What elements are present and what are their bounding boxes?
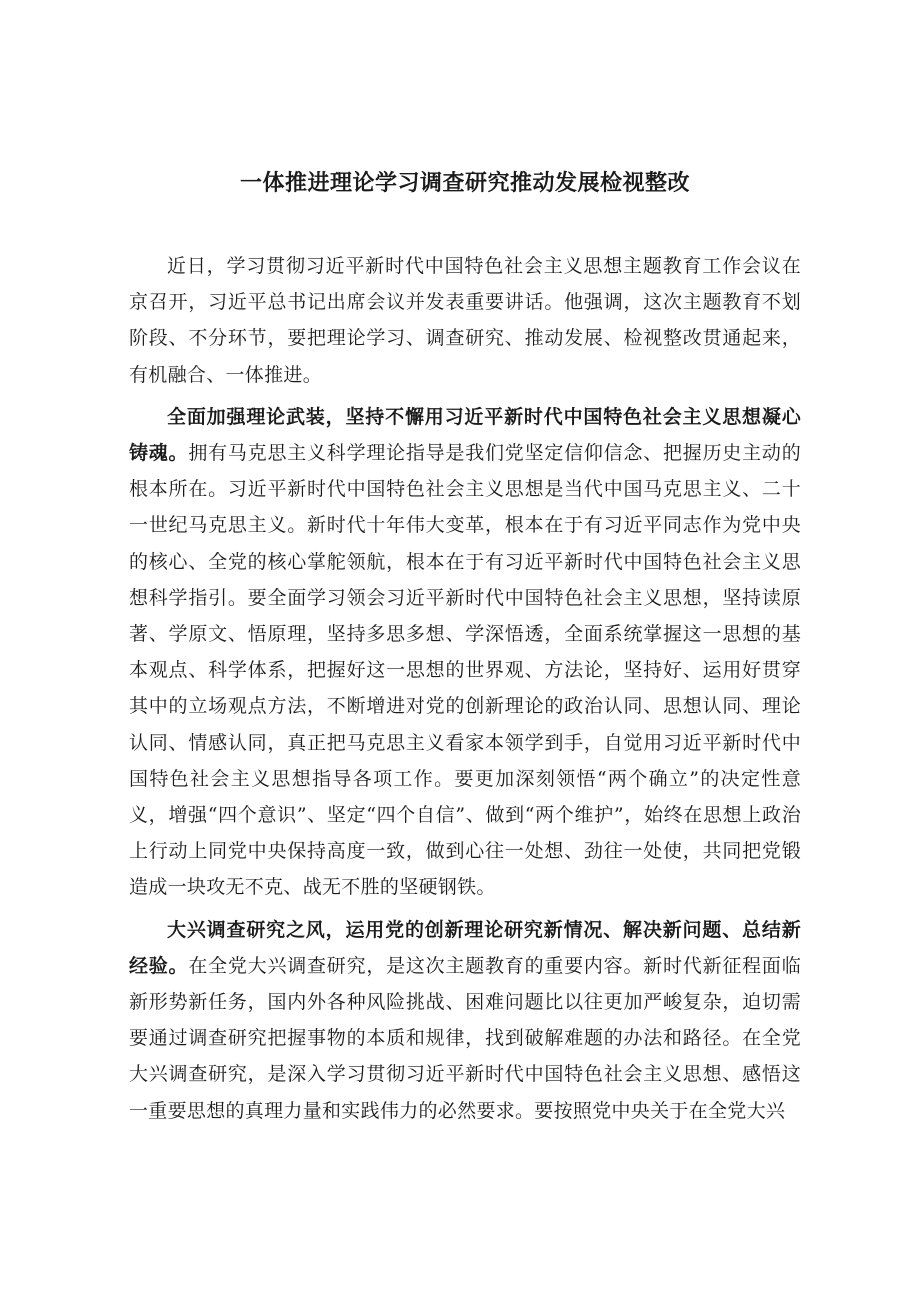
paragraph-research-lead: 大兴调查研究之风，运用党的创新理论研究新情况、解决新问题、总结新经验。 [129,918,801,977]
paragraph-intro [129,248,801,393]
paragraph-theory [129,399,801,906]
document-page [129,168,801,1135]
paragraph-research-text: 在全党大兴调查研究，是这次主题教育的重要内容。新时代新征程面临新形势新任务，国内外各种风险挑战、困难问题比以往更加严峻复杂，迫切需要通过调查研究把握事物的本质和规律，找到破解难题的办法和路径。在全党大兴调查研究，是深入学习贯彻习近平新时代中国特色社会主义思想、感悟这一重要思想的真理力量和实践伟力的必然要求。要按照党中央关于在全党大兴 [129,954,801,1122]
document-title: 一体推进理论学习调查研究推动发展检视整改 [239,171,690,196]
paragraph-theory-lead: 全面加强理论武装，坚持不懈用习近平新时代中国特色社会主义思想凝心铸魂。 [129,405,801,465]
paragraph-research [129,912,801,1129]
paragraph-theory-text: 拥有马克思主义科学理论指导是我们党坚定信仰信念、把握历史主动的根本所在。习近平新时代中国特色社会主义思想是当代中国马克思主义、二十一世纪马克思主义。新时代十年伟大变革，根本在于有习近平同志作为党中央的核心、全党的核心掌舵领航，根本在于有习近平新时代中国特色社会主义思想科学指引。要全面学习领会习近平新时代中国特色社会主义思想，坚持读原著、学原文、悟原理，坚持多思多想、学深悟透，全面系统掌握这一思想的基本观点、科学体系，把握好这一思想的世界观、方法论，坚持好、运用好贯穿其中的立场观点方法，不断增进对党的创新理论的政治认同、思想认同、理论认同、情感认同，真正把马克思主义看家本领学到手，自觉用习近平新时代中国特色社会主义思想指导各项工作。要更加深刻领悟“两个确立”的决定性意义，增强“四个意识”、坚定“四个自信”、做到“两个维护”，始终在思想上政治上行动上同党中央保持高度一致，做到心往一处想、劲往一处使，共同把党锻造成一块攻无不克、战无不胜的坚硬钢铁。 [129,442,801,899]
paragraph-intro-text: 近日，学习贯彻习近平新时代中国特色社会主义思想主题教育工作会议在京召开，习近平总书记出席会议并发表重要讲话。他强调，这次主题教育不划阶段、不分环节，要把理论学习、调查研究、推动发展、检视整改贯通起来，有机融合、一体推进。 [129,255,801,386]
